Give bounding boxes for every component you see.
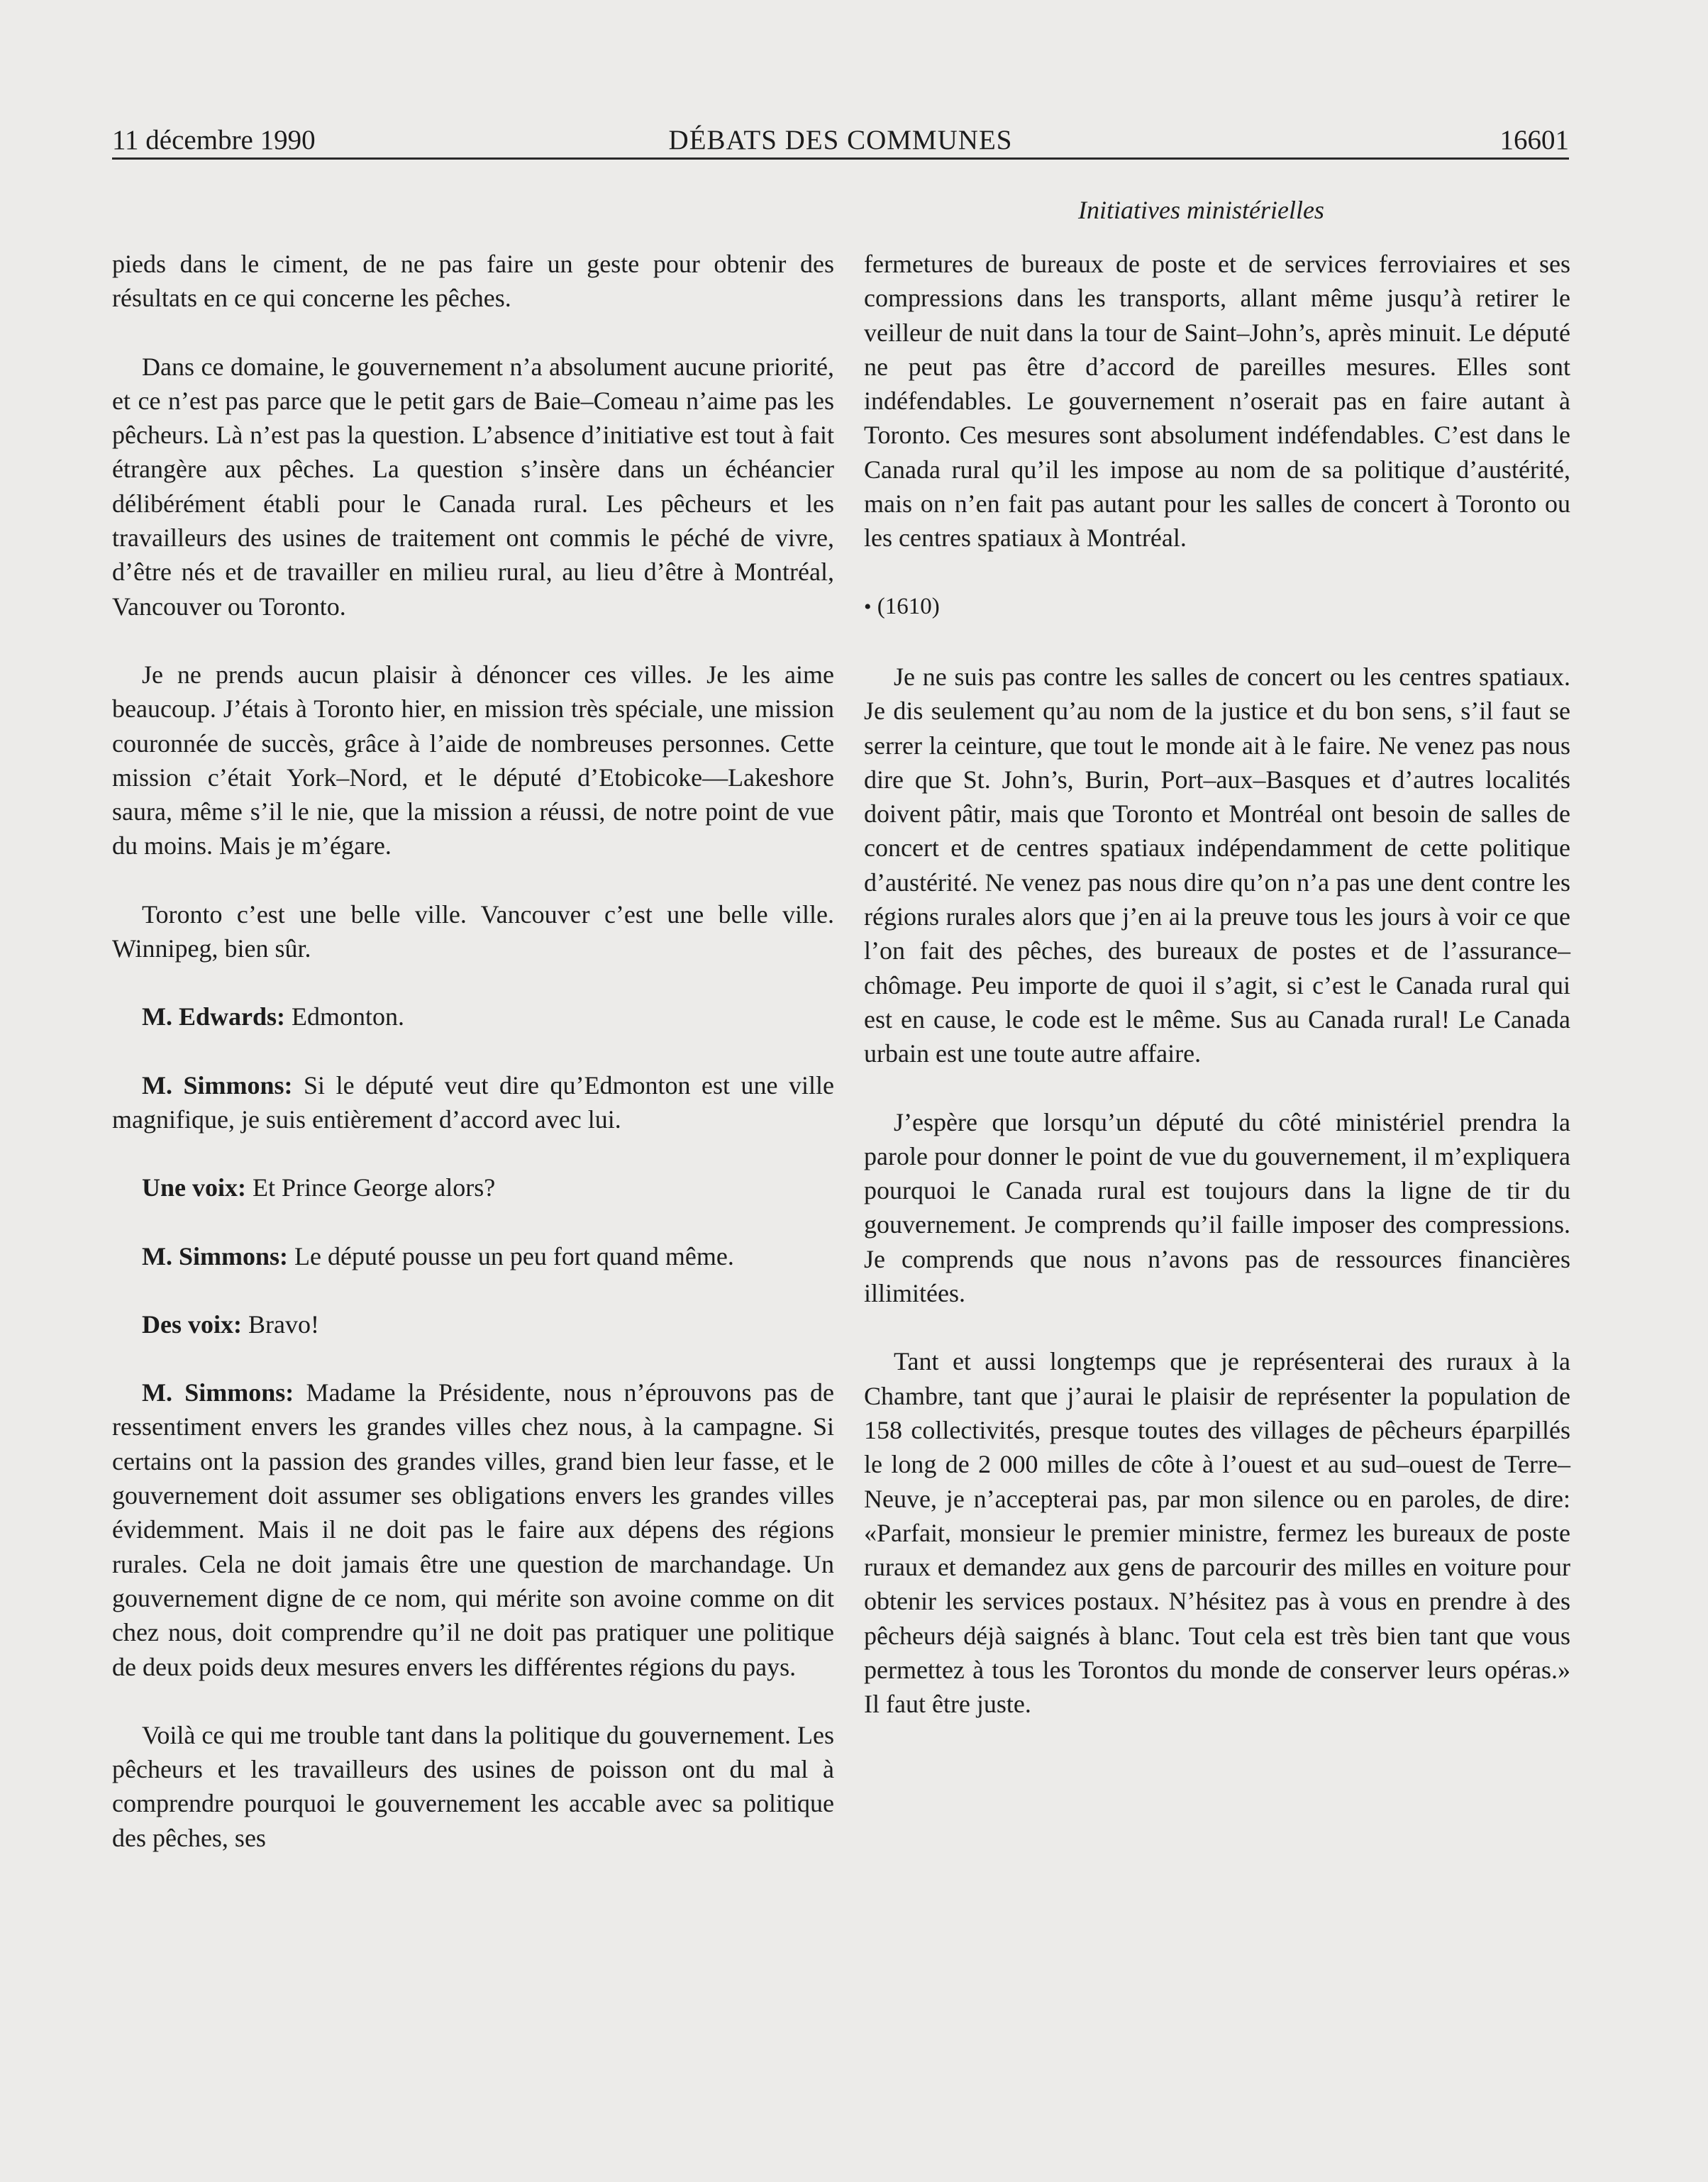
timestamp: (1610) bbox=[877, 593, 940, 619]
speaker-name: M. Simmons: bbox=[142, 1070, 293, 1100]
speech-text: Et Prince George alors? bbox=[246, 1173, 496, 1202]
bullet-icon: • bbox=[864, 594, 872, 619]
section-label: Initiatives ministérielles bbox=[1078, 196, 1324, 224]
speaker-name: M. Simmons: bbox=[142, 1378, 294, 1407]
paragraph: Tant et aussi longtemps que je représenterai des ruraux à la Chambre, tant que j’aurai le plaisir de représenter la population de 158 collectivités, presque toutes des villages de pêcheurs éparpillés le long de 2 000 milles de côte à l’ouest et au sud–ouest de Terre–Neuve, je n’accepterai pas, par mon silence ou en paroles, de dire: «Parfait, monsieur le premier ministre, fermez les bureaux de poste ruraux et demandez aux gens de parcourir des milles en voiture pour obtenir les services postaux. N’hésitez pas à vous en prendre à des pêcheurs déjà saignés à blanc. Tout cela est très bien tant que vous permettez à tous les Torontos du monde de conserver leurs opéras.» Il faut être juste. bbox=[864, 1347, 1570, 1719]
publication-title: DÉBATS DES COMMUNES bbox=[668, 125, 1013, 155]
right-column bbox=[864, 247, 1570, 1756]
speech-entry bbox=[112, 1068, 834, 1137]
paragraph: Je ne suis pas contre les salles de concert ou les centres spatiaux. Je dis seulement qu’au nom de la justice et du bon sens, s’il faut se serrer la ceinture, que tout le monde ait à le faire. Ne venez pas nous dire que St. John’s, Burin, Port–aux–Basques et d’autres localités doivent pâtir, mais que Toronto et Montréal ont besoin de salles de concert et de centres spatiaux indépendamment de cette politique d’austérité. Ne venez pas nous dire qu’on n’a pas une dent contre les régions rurales alors que j’en ai la preuve tous les jours à voir ce que l’on fait des pêches, des bureaux de postes et de l’assurance–chômage. Peu importe de quoi il s’agit, si c’est le Canada rural qui est en cause, le code est le même. Sus au Canada rural! Le Canada urbain est une toute autre affaire. bbox=[864, 662, 1570, 1068]
speech-text: Madame la Présidente, nous n’éprouvons pas de ressentiment envers les grandes villes chez nous, à la campagne. Si certains ont la passion des grandes villes, grand bien leur fasse, et le gouvernement doit assumer ses obligations envers les grandes villes évidemment. Mais il ne doit pas le faire aux dépens des régions rurales. Cela ne doit jamais être une question de marchandage. Un gouvernement digne de ce nom, qui mérite son avoine comme on dit chez nous, doit comprendre qu’il ne doit pas pratiquer une politique de deux poids deux mesures envers les différentes régions du pays. bbox=[112, 1378, 835, 1681]
paragraph: Toronto c’est une belle ville. Vancouver c’est une belle ville. Winnipeg, bien sûr. bbox=[112, 899, 834, 963]
header-rule bbox=[112, 157, 1569, 160]
speech-entry bbox=[112, 1239, 834, 1273]
speech-entry bbox=[112, 999, 834, 1034]
speech-entry bbox=[112, 1375, 834, 1684]
speech-text: Edmonton. bbox=[285, 1002, 405, 1031]
left-column bbox=[112, 247, 834, 1889]
speech-entry bbox=[112, 1170, 834, 1204]
paragraph: Je ne prends aucun plaisir à dénoncer ces villes. Je les aime beaucoup. J’étais à Toronto hier, en mission très spéciale, une mission couronnée de succès, grâce à l’aide de nombreuses personnes. Cette mission c’était York–Nord, et le député d’Etobicoke—Lakeshore saura, même s’il le nie, que la mission a réussi, de notre point de vue du moins. Mais je m’égare. bbox=[112, 660, 834, 860]
page-header bbox=[112, 121, 1569, 160]
paragraph: Dans ce domaine, le gouvernement n’a absolument aucune priorité, et ce n’est pas parce que le petit gars de Baie–Comeau n’aime pas les pêcheurs. Là n’est pas la question. L’absence d’initiative est tout à fait étrangère aux pêches. La question s’insère dans un échéancier délibérément établi pour le Canada rural. Les pêcheurs et les travailleurs des usines de traitement ont commis le péché de vivre, d’être nés et de travailler en milieu rural, au lieu d’être à Montréal, Vancouver ou Toronto. bbox=[112, 352, 834, 621]
speech-text: Le député pousse un peu fort quand même. bbox=[288, 1241, 734, 1270]
timestamp-marker bbox=[864, 589, 1570, 624]
page-number: 16601 bbox=[1499, 125, 1569, 155]
speaker-name: Une voix: bbox=[142, 1173, 246, 1202]
speaker-name: M. Edwards: bbox=[142, 1002, 286, 1031]
paragraph: Voilà ce qui me trouble tant dans la politique du gouvernement. Les pêcheurs et les travailleurs des usines de poisson ont du mal à comprendre pourquoi le gouvernement les accable avec sa politique des pêches, ses bbox=[112, 1720, 834, 1852]
paragraph: pieds dans le ciment, de ne pas faire un geste pour obtenir des résultats en ce qui concerne les pêches. bbox=[112, 250, 834, 313]
speech-text: Si le député veut dire qu’Edmonton est une ville magnifique, je suis entièrement d’accord avec lui. bbox=[112, 1070, 834, 1134]
speaker-name: Des voix: bbox=[142, 1309, 242, 1339]
paragraph: J’espère que lorsqu’un député du côté ministériel prendra la parole pour donner le point de vue du gouvernement, il m’expliquera pourquoi le Canada rural est toujours dans la ligne de tir du gouvernement. Je comprends qu’il faille imposer des compressions. Je comprends que nous n’avons pas de ressources financières illimitées. bbox=[864, 1107, 1570, 1308]
page-date: 11 décembre 1990 bbox=[112, 125, 316, 155]
speech-entry bbox=[112, 1307, 834, 1341]
speech-text: Bravo! bbox=[241, 1309, 319, 1339]
speaker-name: M. Simmons: bbox=[142, 1241, 288, 1270]
paragraph: fermetures de bureaux de poste et de services ferroviaires et ses compressions dans les transports, allant même jusqu’à retirer le veilleur de nuit dans la tour de Saint–John’s, après minuit. Le député ne peut pas être d’accord de pareilles mesures. Elles sont indéfendables. Le gouvernement n’oserait pas en faire autant à Toronto. Ces mesures sont absolument indéfendables. C’est dans le Canada rural qu’il les impose au nom de sa politique d’austérité, mais on n’en fait pas autant pour les salles de concert à Toronto ou les centres spatiaux à Montréal. bbox=[864, 250, 1570, 553]
